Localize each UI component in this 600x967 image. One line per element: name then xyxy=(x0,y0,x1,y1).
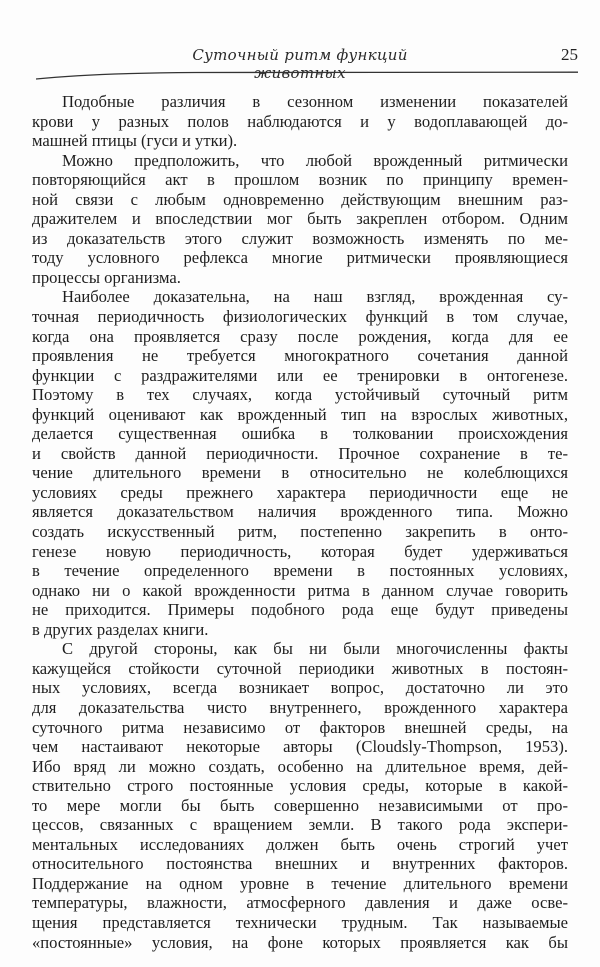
text-line: температуры, влажности, атмосферного давления и даже осве- xyxy=(32,893,568,913)
text-line: однако ни о какой врожденности ритма в данном случае говорить xyxy=(32,580,568,600)
text-line: Подобные различия в сезонном изменении показателей xyxy=(62,92,568,111)
text-line: для доказательства чисто внутреннего, врожденного характера xyxy=(32,697,568,717)
text-line: Поэтому в тех случаях, когда устойчивый суточный ритм xyxy=(32,385,568,405)
text-line: ной связи с любым одновременно действующим внешним раз- xyxy=(32,189,568,209)
text-line: в течение определенного времени в постоянных условиях, xyxy=(32,561,568,581)
text-line: С другой стороны, как бы ни были многочисленны факты xyxy=(62,639,568,659)
text-line: процессы организма. xyxy=(32,267,181,287)
text-line: не приходится. Примеры подобного рода еще будут приведены xyxy=(32,600,568,620)
text-line: из доказательств этого служит возможность изменять по ме- xyxy=(32,228,568,248)
text-line: кажущейся стойкости суточной периодики животных в постоян- xyxy=(32,658,568,678)
text-line: чем настаивают некоторые авторы (Cloudsly-Thompson, 1953). xyxy=(32,737,568,757)
text-line: дражителем и впоследствии мог быть закреплен отбором. Одним xyxy=(32,209,568,229)
text-line: повторяющийся акт в прошлом возник по принципу времен- xyxy=(32,170,568,190)
text-line: точная периодичность физиологических функций в том случае, xyxy=(32,307,568,327)
text-line: делается существенная ошибка в толковании происхождения xyxy=(32,424,568,444)
text-line: Можно предположить, что любой врожденный ритмически xyxy=(62,150,568,170)
text-line: Наиболее доказательна, на наш взгляд, врожденная су- xyxy=(62,287,568,307)
text-line: в других разделах книги. xyxy=(32,619,209,639)
text-line: суточного ритма независимо от факторов внешней среды, на xyxy=(32,717,568,737)
page-number: 25 xyxy=(561,45,578,64)
body-text xyxy=(32,92,568,952)
text-line: относительного постоянства внешних и внутренних факторов. xyxy=(32,854,568,874)
text-line: «постоянные» условия, на фоне которых проявляется как бы xyxy=(32,932,568,952)
text-line: когда она проявляется сразу после рождения, когда для ее xyxy=(32,326,568,346)
text-line: цессов, связанных с вращением земли. В такого рода экспери- xyxy=(32,815,568,835)
text-line: ствительно строго постоянные условия среды, которые в какой- xyxy=(32,776,568,796)
text-line: крови у разных полов наблюдаются и у водоплавающей до- xyxy=(32,111,568,131)
header-rule xyxy=(36,71,578,81)
text-line: и свойств данной периодичности. Прочное сохранение в те- xyxy=(32,443,568,463)
text-line: Ибо вряд ли можно создать, особенно на длительное время, дей- xyxy=(32,756,568,776)
text-line: ных условиях, всегда возникает вопрос, достаточно ли это xyxy=(32,678,568,698)
text-line: тоду условного рефлекса многие ритмически проявляющиеся xyxy=(32,248,568,268)
text-line: создать искусственный ритм, постепенно закрепить в онто- xyxy=(32,522,568,542)
text-line: является доказательством наличия врожденного типа. Можно xyxy=(32,502,568,522)
text-line: щения представляется технически трудным. Так называемые xyxy=(32,912,568,932)
text-line: ментальных исследованиях должен быть очень строгий учет xyxy=(32,834,568,854)
text-line: машней птицы (гуси и утки). xyxy=(32,131,238,151)
text-line: функции с раздражителями или ее тренировки в онтогенезе. xyxy=(32,365,568,385)
running-title: Суточный ритм функций животных xyxy=(192,46,408,82)
text-line: то мере могли бы быть совершенно независимыми от про- xyxy=(32,795,568,815)
text-line: генезе новую периодичность, которая будет удерживаться xyxy=(32,541,568,561)
text-line: проявления не требуется многократного сочетания данной xyxy=(32,346,568,366)
text-line: функций оценивают как врожденный тип на взрослых животных, xyxy=(32,404,568,424)
text-line: чение длительного времени в относительно не колеблющихся xyxy=(32,463,568,483)
text-line: условиях среды прежнего характера периодичности еще не xyxy=(32,482,568,502)
text-line: Поддержание на одном уровне в течение длительного времени xyxy=(32,873,568,893)
